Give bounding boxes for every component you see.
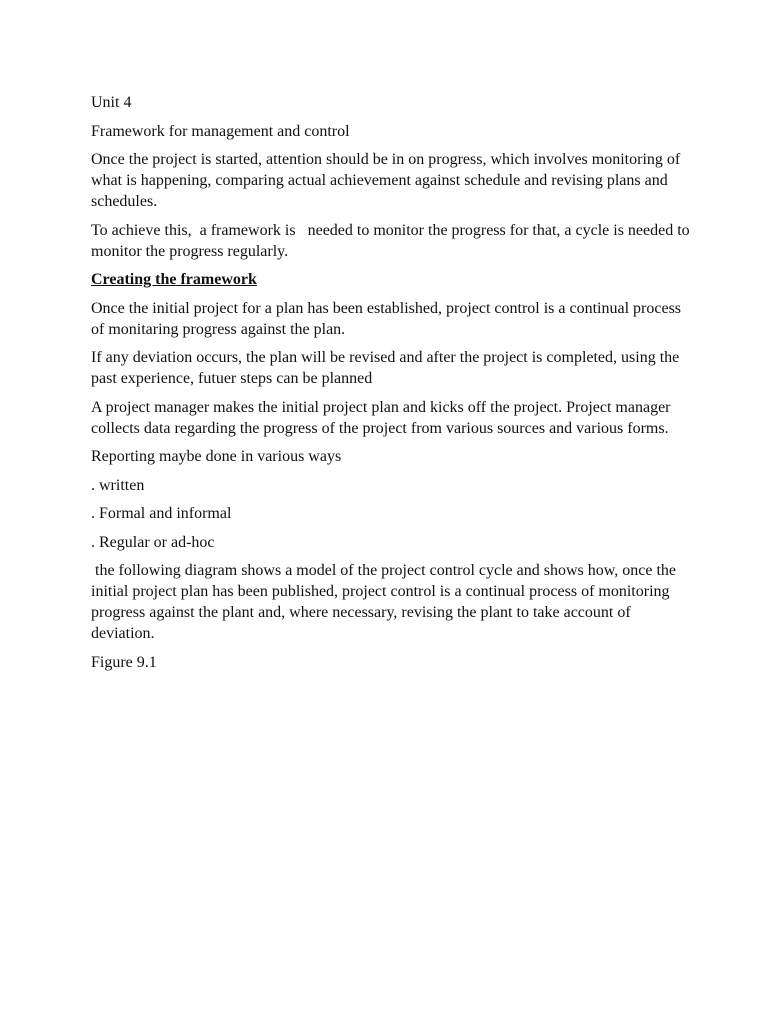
paragraph-deviation: If any deviation occurs, the plan will be revised and after the project is completed, using the past experience, futuer steps can be planned	[91, 349, 680, 387]
reporting-item-written: . written	[91, 476, 145, 494]
reporting-item-formal-informal: . Formal and informal	[91, 505, 232, 522]
figure-label: Figure 9.1	[91, 653, 157, 671]
achieve-paragraph: To achieve this, a framework is needed to monitor the progress for that, a cycle is needed to monitor the progress regularly.	[91, 221, 694, 260]
document-title: Framework for management and control	[91, 122, 350, 140]
paragraph-project-manager: A project manager makes the initial project plan and kicks off the project. Project manager collects data regarding the progress of the project from various sources and various forms.	[91, 398, 671, 437]
unit-label: Unit 4	[91, 94, 132, 111]
intro-paragraph: Once the project is started, attention should be in on progress, which involves monitoring of what is happening, comparing actual achievement against schedule and revising plans and schedules.	[91, 151, 685, 210]
paragraph-initial-plan: Once the initial project for a plan has been established, project control is a continual process of monitaring progress against the plan.	[91, 299, 682, 338]
reporting-intro: Reporting maybe done in various ways	[91, 448, 342, 465]
document-page	[91, 92, 694, 680]
diagram-paragraph: the following diagram shows a model of the project control cycle and shows how, once the initial project plan has been published, project control is a continual process of monitoring progress against the plant and, where necessary, revising the plant to take account of deviation.	[91, 562, 681, 642]
section-heading: Creating the framework	[91, 271, 257, 288]
reporting-item-regular-adhoc: . Regular or ad-hoc	[91, 533, 215, 551]
